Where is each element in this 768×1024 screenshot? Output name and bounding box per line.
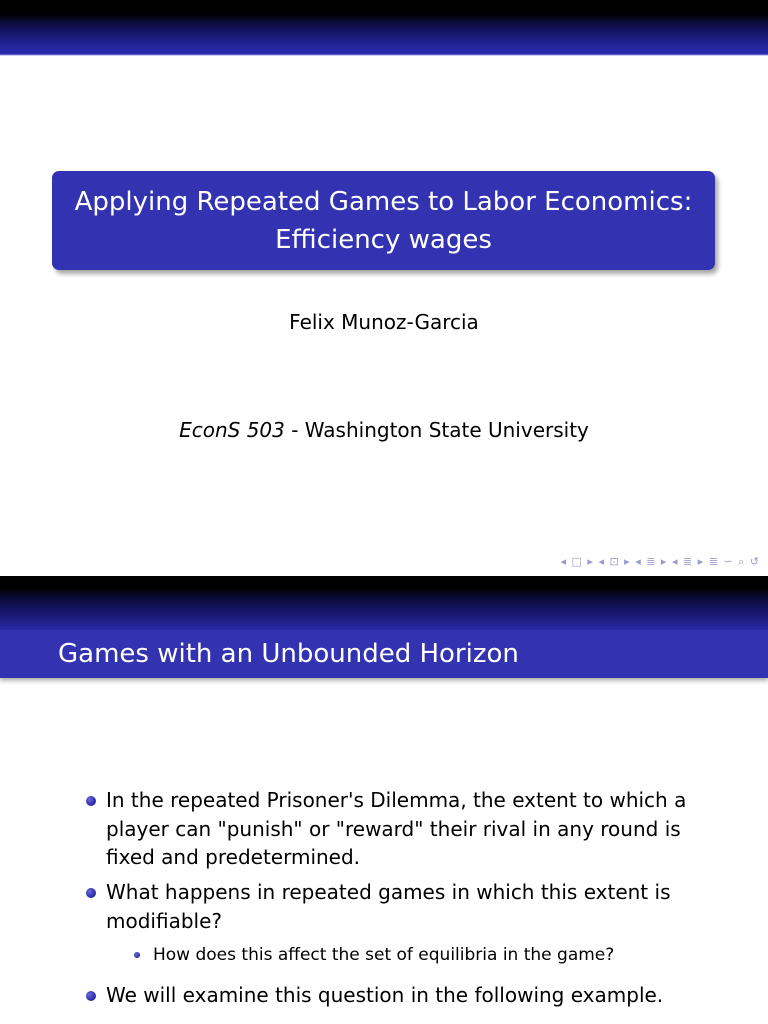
bullet-icon (86, 796, 96, 806)
bullet-icon (86, 991, 96, 1001)
header-bar (0, 0, 768, 56)
beamer-navigation-icons[interactable]: ◂ □ ▸ ◂ ⊡ ▸ ◂ ≣ ▸ ◂ ≣ ▸ ≣ ∽ ⌕ ↺ (560, 555, 760, 568)
header-bar (0, 576, 768, 630)
author-name: Felix Munoz-Garcia (289, 310, 479, 334)
bullet-item: In the repeated Prisoner's Dilemma, the extent to which a player can "punish" or "reward" their rival in any round is fixed and predetermined. (106, 788, 687, 869)
frame-title: Games with an Unbounded Horizon (0, 630, 768, 678)
title-box (52, 171, 715, 270)
title-line-1: Applying Repeated Games to Labor Economics: (74, 186, 693, 217)
course-code: EconS 503 (179, 418, 285, 442)
institute-name: - Washington State University (284, 418, 589, 442)
bullet-item: We will examine this question in the following example. (106, 983, 664, 1007)
title-line-2: Efficiency wages (275, 224, 492, 255)
institute-line (0, 418, 768, 442)
bullet-item: What happens in repeated games in which this extent is modifiable? (106, 880, 671, 933)
sub-bullet-item: How does this affect the set of equilibria in the game? (153, 945, 615, 965)
content-slide (0, 576, 768, 1024)
sub-bullet-icon (134, 952, 140, 958)
bullet-icon (86, 888, 96, 898)
